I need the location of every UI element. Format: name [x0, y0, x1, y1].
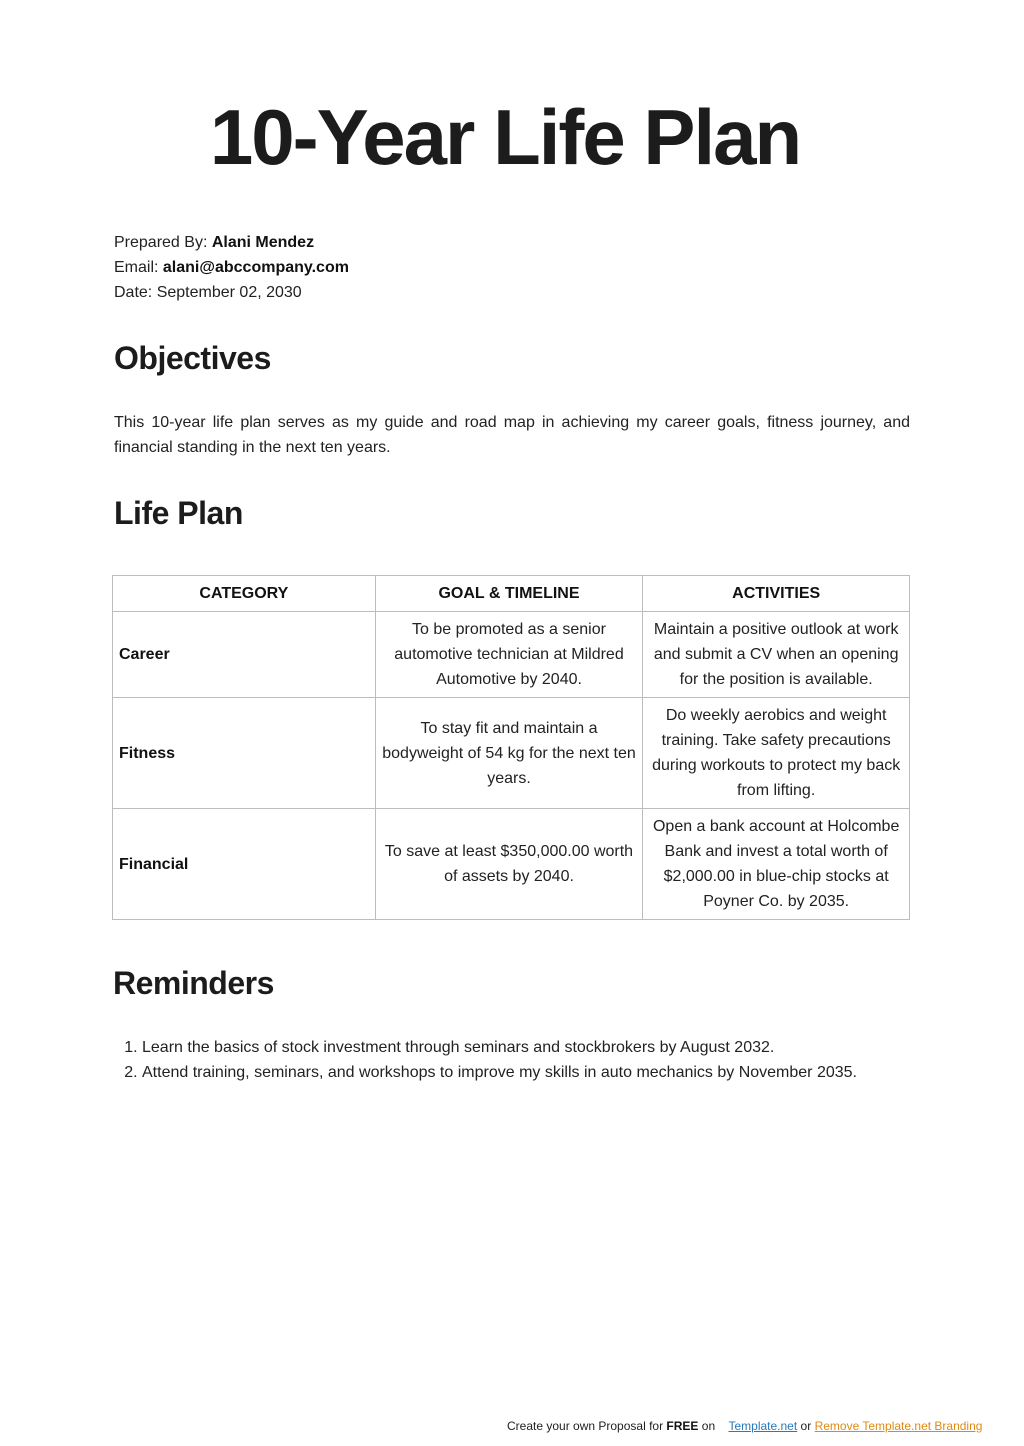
category-cell: Financial: [113, 809, 376, 920]
email-label: Email:: [114, 259, 159, 276]
footer-prefix: Create your own Proposal for: [507, 1419, 664, 1433]
column-header-goal: GOAL & TIMELINE: [375, 576, 643, 612]
list-item: 2. Attend training, seminars, and workshops to improve my skills in auto mechanics by November 2035.: [142, 1060, 857, 1085]
prepared-by-label: Prepared By:: [114, 234, 208, 251]
activities-cell: Do weekly aerobics and weight training. Take safety precautions during workouts to protect my back from lifting.: [643, 698, 910, 809]
table-row: [113, 698, 910, 809]
reminders-heading: Reminders: [113, 965, 274, 1001]
objectives-text: This 10-year life plan serves as my guide and road map in achieving my career goals, fitness journey, and financial standing in the next ten years.: [114, 414, 910, 456]
date-line: [114, 280, 349, 305]
reminders-list: [114, 1035, 857, 1085]
goal-cell: To be promoted as a senior automotive technician at Mildred Automotive by 2040.: [375, 612, 643, 698]
prepared-by-value: Alani Mendez: [211, 234, 315, 251]
life-plan-heading: Life Plan: [114, 495, 243, 531]
goal-cell: To stay fit and maintain a bodyweight of 54 kg for the next ten years.: [375, 698, 643, 809]
table-header-row: [113, 576, 910, 612]
table-row: [113, 612, 910, 698]
column-header-activities: ACTIVITIES: [643, 576, 910, 612]
activities-cell: Open a bank account at Holcombe Bank and invest a total worth of $2,000.00 in blue-chip stocks at Poyner Co. by 2035.: [643, 809, 910, 920]
remove-branding-link[interactable]: Remove Template.net Branding: [814, 1419, 983, 1433]
email-line: [114, 255, 349, 280]
prepared-by-line: [114, 230, 349, 255]
footer-branding: [507, 1419, 982, 1433]
template-net-link[interactable]: Template.net: [728, 1419, 798, 1433]
footer-on: on: [701, 1419, 716, 1433]
activities-cell: Maintain a positive outlook at work and submit a CV when an opening for the position is available.: [643, 612, 910, 698]
document-meta: [114, 230, 349, 305]
category-cell: Fitness: [113, 698, 376, 809]
life-plan-table: [112, 575, 910, 920]
email-value: alani@abccompany.com: [162, 259, 349, 276]
date-value: September 02, 2030: [156, 284, 302, 301]
goal-cell: To save at least $350,000.00 worth of assets by 2040.: [375, 809, 643, 920]
objectives-heading: Objectives: [114, 340, 271, 376]
date-label: Date:: [114, 284, 153, 301]
category-cell: Career: [113, 612, 376, 698]
document-title: 10-Year Life Plan: [209, 93, 801, 181]
footer-or: or: [800, 1419, 812, 1433]
table-row: [113, 809, 910, 920]
column-header-category: CATEGORY: [113, 576, 376, 612]
footer-free: FREE: [666, 1419, 699, 1433]
list-item: 1. Learn the basics of stock investment through seminars and stockbrokers by August 2032.: [142, 1035, 857, 1060]
